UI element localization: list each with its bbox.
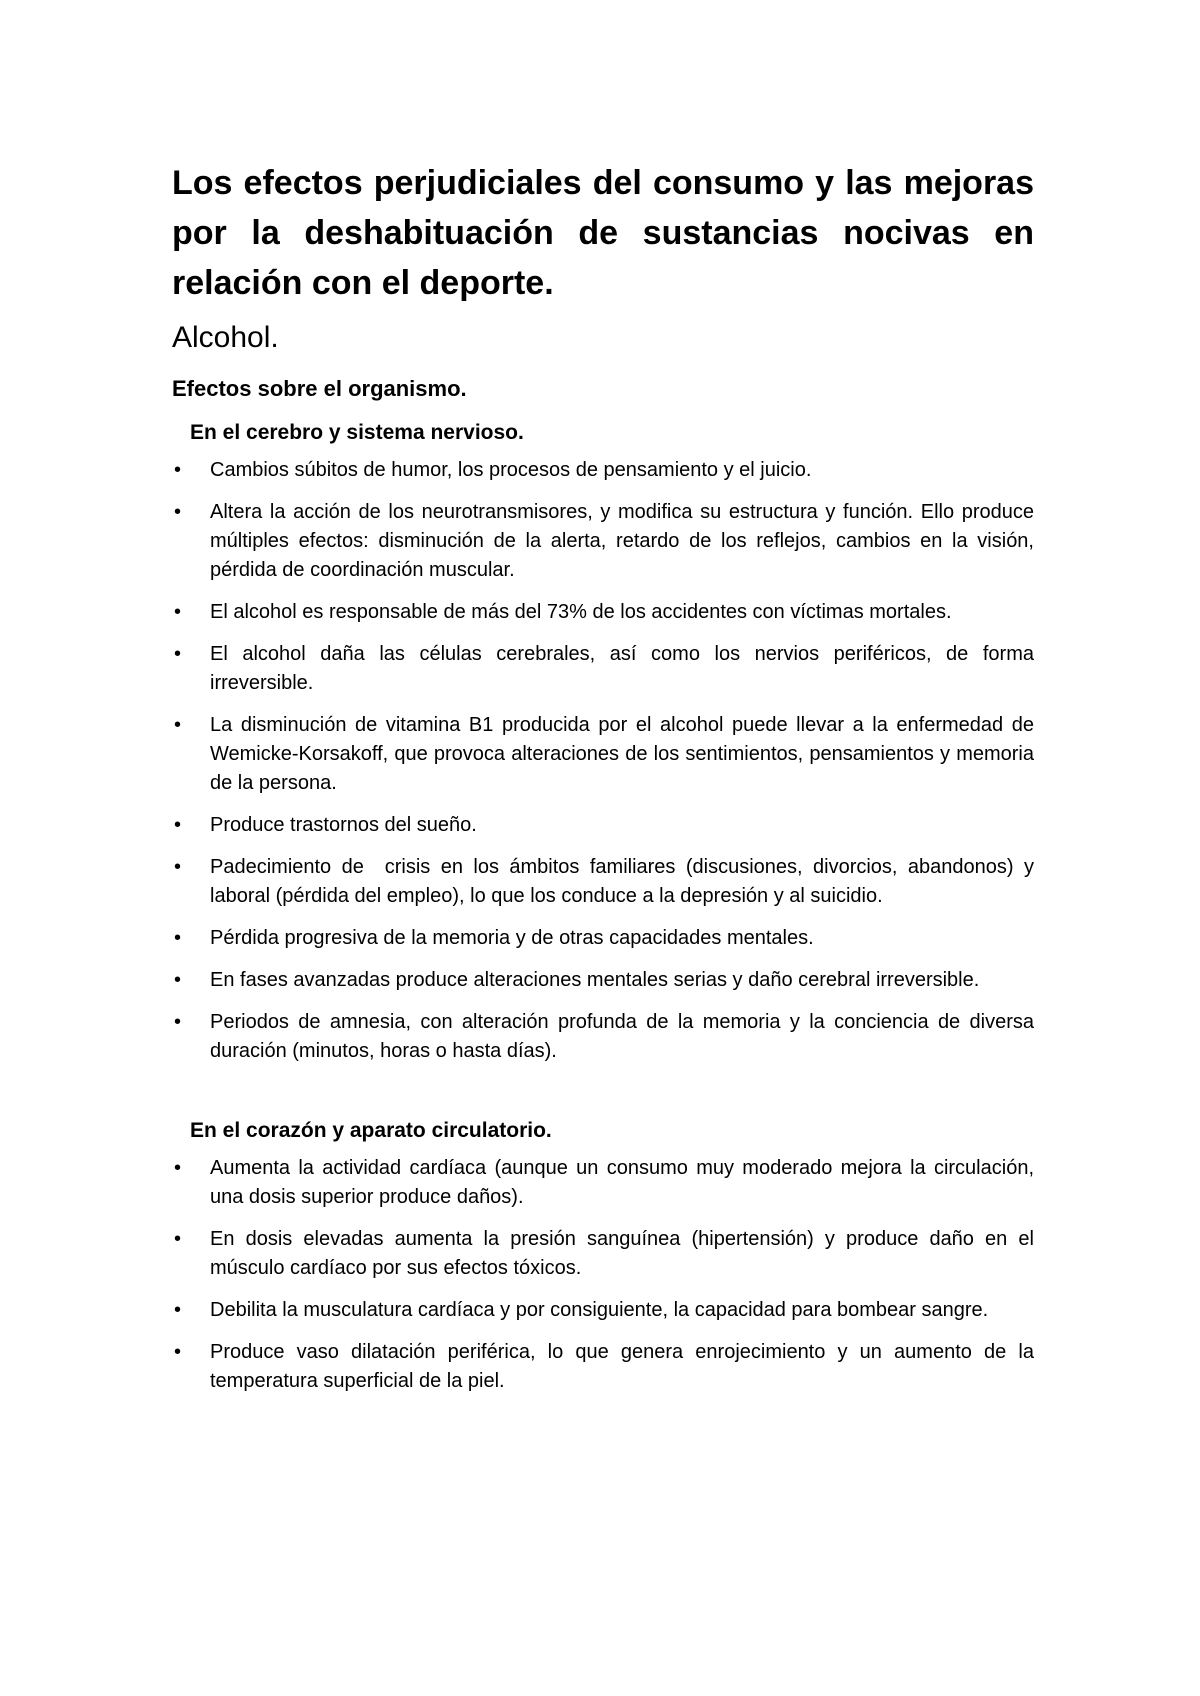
list-item-text: Produce vaso dilatación periférica, lo que genera enrojecimiento y un aumento de la temperatura superficial de la piel. xyxy=(210,1341,1034,1392)
list-item xyxy=(172,1338,1034,1396)
list-item-text: Produce trastornos del sueño. xyxy=(210,814,477,836)
list-item xyxy=(172,598,1034,627)
list-item xyxy=(172,966,1034,995)
document-page xyxy=(172,158,1040,1409)
list-item xyxy=(172,1225,1034,1283)
bullet-icon: • xyxy=(174,1299,182,1321)
list-item xyxy=(172,1008,1034,1066)
list-item xyxy=(172,1154,1034,1212)
bullet-icon: • xyxy=(174,714,182,736)
heading-corazon-aparato-circulatorio: En el corazón y aparato circulatorio. xyxy=(190,1119,552,1142)
list-cerebro xyxy=(172,456,1040,1066)
list-item-text: En dosis elevadas aumenta la presión sanguínea (hipertensión) y produce daño en el músculo cardíaco por sus efectos tóxicos. xyxy=(210,1228,1034,1279)
heading-alcohol: Alcohol. xyxy=(172,321,279,354)
list-item xyxy=(172,711,1034,798)
list-item-text: En fases avanzadas produce alteraciones mentales serias y daño cerebral irreversible. xyxy=(210,969,980,991)
bullet-icon: • xyxy=(174,927,182,949)
list-item xyxy=(172,456,1034,485)
list-item xyxy=(172,640,1034,698)
bullet-icon: • xyxy=(174,459,182,481)
bullet-icon: • xyxy=(174,814,182,836)
document-title: Los efectos perjudiciales del consumo y las mejoras por la deshabituación de sustancias nocivas en relación con el deporte. xyxy=(172,164,1034,302)
heading-cerebro-sistema-nervioso: En el cerebro y sistema nervioso. xyxy=(190,421,524,444)
bullet-icon: • xyxy=(174,1011,182,1033)
list-item-text: Cambios súbitos de humor, los procesos de pensamiento y el juicio. xyxy=(210,459,812,481)
list-item xyxy=(172,811,1034,840)
bullet-icon: • xyxy=(174,969,182,991)
bullet-icon: • xyxy=(174,1228,182,1250)
list-item-text: Altera la acción de los neurotransmisores, y modifica su estructura y función. Ello produce múltiples efectos: disminución de la alerta, retardo de los reflejos, cambios en la visión, pérdida de coordinación muscular. xyxy=(210,501,1034,581)
bullet-icon: • xyxy=(174,856,182,878)
list-item xyxy=(172,924,1034,953)
list-item-text: Periodos de amnesia, con alteración profunda de la memoria y la conciencia de diversa duración (minutos, horas o hasta días). xyxy=(210,1011,1034,1062)
bullet-icon: • xyxy=(174,1341,182,1363)
heading-efectos-organismo: Efectos sobre el organismo. xyxy=(172,376,467,401)
list-corazon xyxy=(172,1154,1034,1396)
list-item xyxy=(172,853,1040,911)
list-item-text: El alcohol daña las células cerebrales, así como los nervios periféricos, de forma irreversible. xyxy=(210,643,1034,694)
bullet-icon: • xyxy=(174,643,182,665)
list-item-text: Padecimiento de crisis en los ámbitos familiares (discusiones, divorcios, abandonos) y laboral (pérdida del empleo), lo que los conduce a la depresión y al suicidio. xyxy=(210,856,1040,907)
bullet-icon: • xyxy=(174,601,182,623)
bullet-icon: • xyxy=(174,501,182,523)
list-item-text: Debilita la musculatura cardíaca y por consiguiente, la capacidad para bombear sangre. xyxy=(210,1299,989,1321)
list-item-text: La disminución de vitamina B1 producida por el alcohol puede llevar a la enfermedad de Wemicke-Korsakoff, que provoca alteraciones de los sentimientos, pensamientos y memoria de la persona. xyxy=(210,714,1034,794)
list-item xyxy=(172,1296,1034,1325)
list-item xyxy=(172,498,1034,585)
list-item-text: Pérdida progresiva de la memoria y de otras capacidades mentales. xyxy=(210,927,814,949)
bullet-icon: • xyxy=(174,1157,182,1179)
list-item-text: El alcohol es responsable de más del 73% de los accidentes con víctimas mortales. xyxy=(210,601,952,623)
list-item-text: Aumenta la actividad cardíaca (aunque un consumo muy moderado mejora la circulación, una dosis superior produce daños). xyxy=(210,1157,1034,1208)
